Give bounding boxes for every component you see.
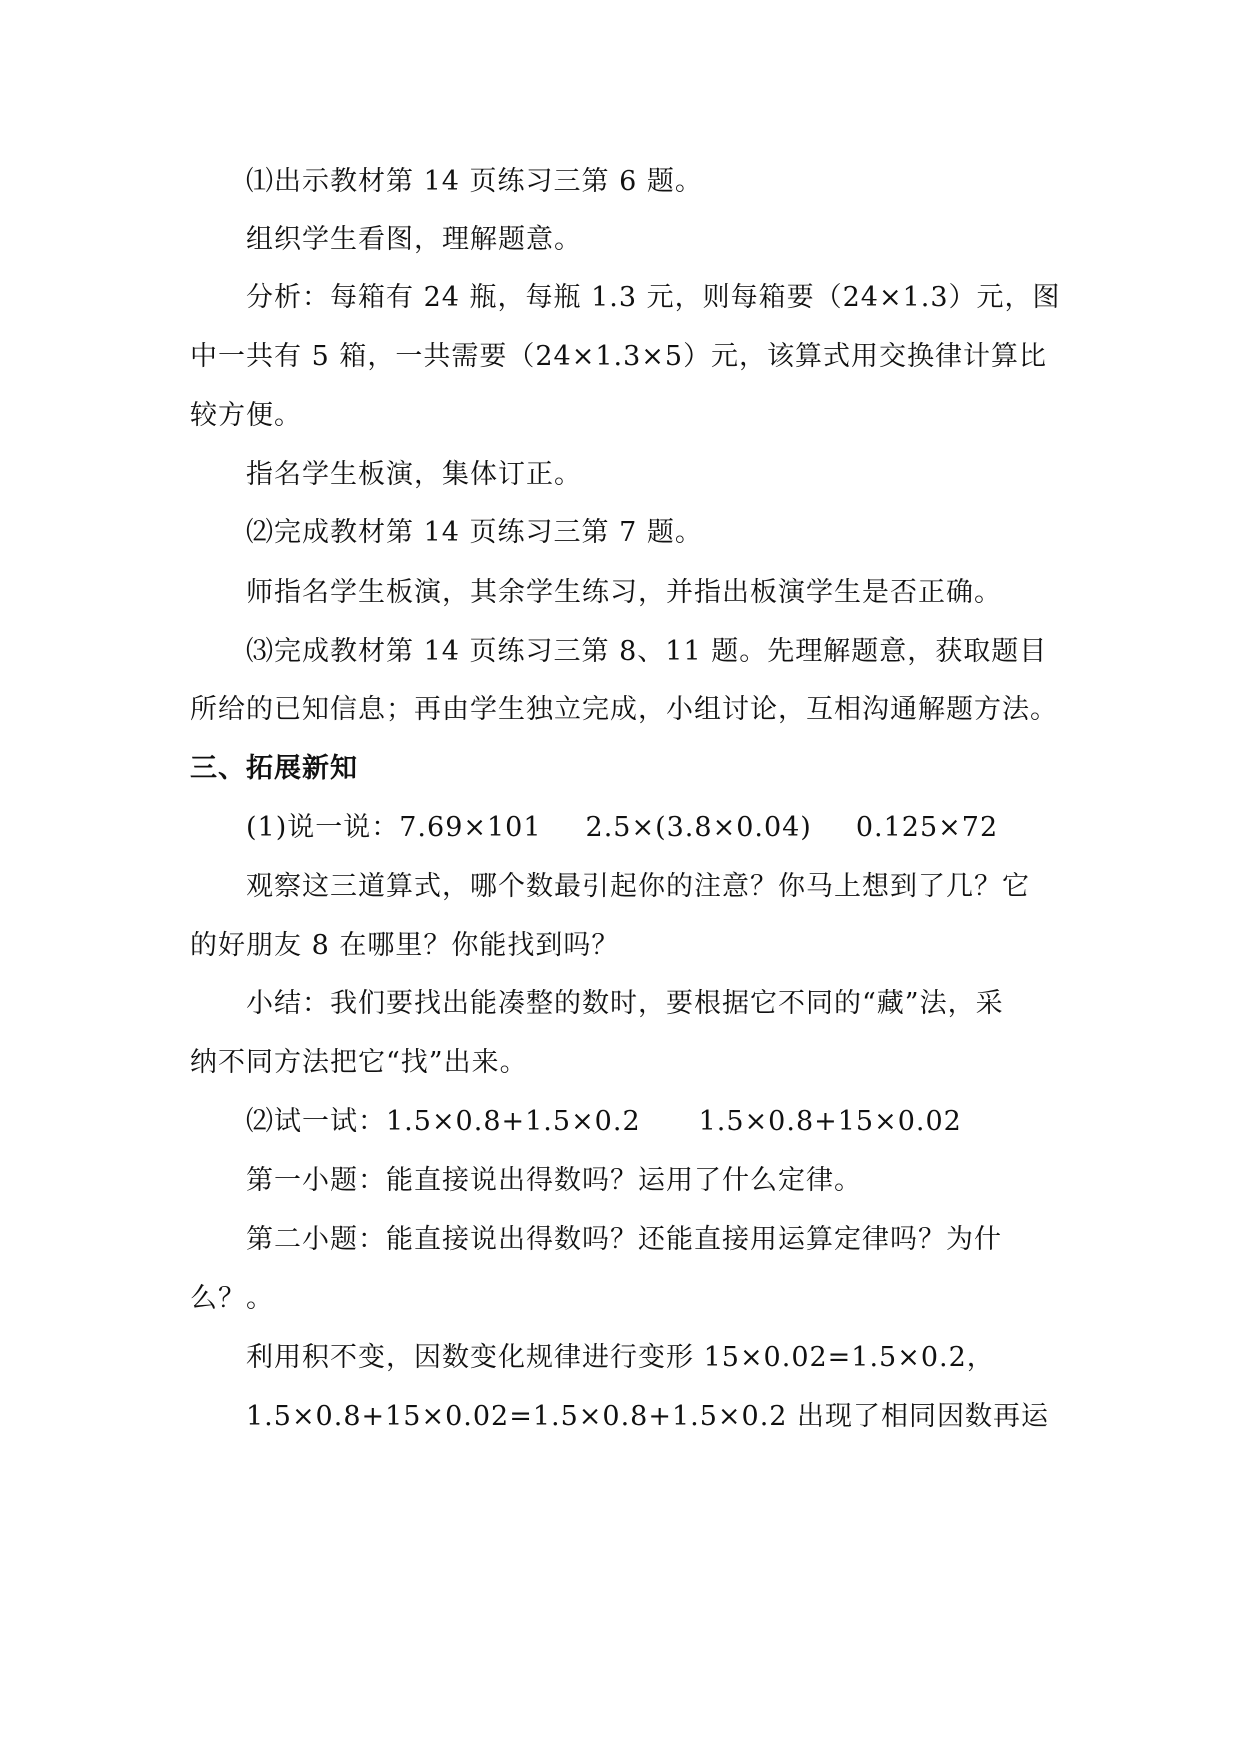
say-it-label: (1)说一说：: [246, 812, 400, 843]
paragraph-analysis-line2: 中一共有 5 箱，一共需要（24×1.3×5）元，该算式用交换律计算比: [190, 341, 1048, 372]
paragraph-observe-line2: 的好朋友 8 在哪里？你能找到吗？: [190, 930, 620, 961]
paragraph-question-1: 第一小题：能直接说出得数吗？运用了什么定律。: [246, 1165, 862, 1196]
paragraph-observe-line1: 观察这三道算式，哪个数最引起你的注意？你马上想到了几？它: [246, 871, 1030, 902]
paragraph-analysis-line3: 较方便。: [190, 400, 302, 431]
paragraph-transform-line2: 1.5×0.8+15×0.02=1.5×0.8+1.5×0.2 出现了相同因数再运: [246, 1401, 1050, 1432]
paragraph-exercise-8-11-line1: ⑶完成教材第 14 页练习三第 8、11 题。先理解题意，获取题目: [246, 636, 1048, 667]
try-it-label: ⑵试一试：: [246, 1106, 386, 1137]
paragraph-question-2-line2: 么？。: [190, 1283, 274, 1314]
expression-2: 2.5×(3.8×0.04): [585, 812, 812, 843]
paragraph-read-picture: 组织学生看图，理解题意。: [246, 224, 582, 255]
expression-1: 7.69×101: [399, 812, 542, 843]
section-heading: 三、拓展新知: [190, 753, 358, 784]
paragraph-exercise-7: ⑵完成教材第 14 页练习三第 7 题。: [246, 517, 703, 548]
paragraph-summary-line2: 纳不同方法把它“找”出来。: [190, 1047, 528, 1078]
try-expression-1: 1.5×0.8+1.5×0.2: [386, 1106, 641, 1137]
paragraph-board-practice: 指名学生板演，集体订正。: [246, 459, 582, 490]
paragraph-analysis-line1: 分析：每箱有 24 瓶，每瓶 1.3 元，则每箱要（24×1.3）元，图: [246, 282, 1061, 313]
paragraph-exercise-8-11-line2: 所给的已知信息；再由学生独立完成，小组讨论，互相沟通解题方法。: [190, 694, 1058, 725]
paragraph-summary-line1: 小结：我们要找出能凑整的数时，要根据它不同的“藏”法，采: [246, 988, 1004, 1019]
paragraph-question-2-line1: 第二小题：能直接说出得数吗？还能直接用运算定律吗？为什: [246, 1224, 1002, 1255]
try-expression-2: 1.5×0.8+15×0.02: [698, 1106, 962, 1137]
paragraph-exercise-6: ⑴出示教材第 14 页练习三第 6 题。: [246, 166, 703, 197]
paragraph-teacher-instruction: 师指名学生板演，其余学生练习，并指出板演学生是否正确。: [246, 577, 1002, 608]
say-it-line: [246, 808, 1060, 848]
try-it-line: [246, 1102, 1060, 1142]
paragraph-transform-line1: 利用积不变，因数变化规律进行变形 15×0.02=1.5×0.2，: [246, 1342, 995, 1373]
expression-3: 0.125×72: [855, 812, 999, 843]
